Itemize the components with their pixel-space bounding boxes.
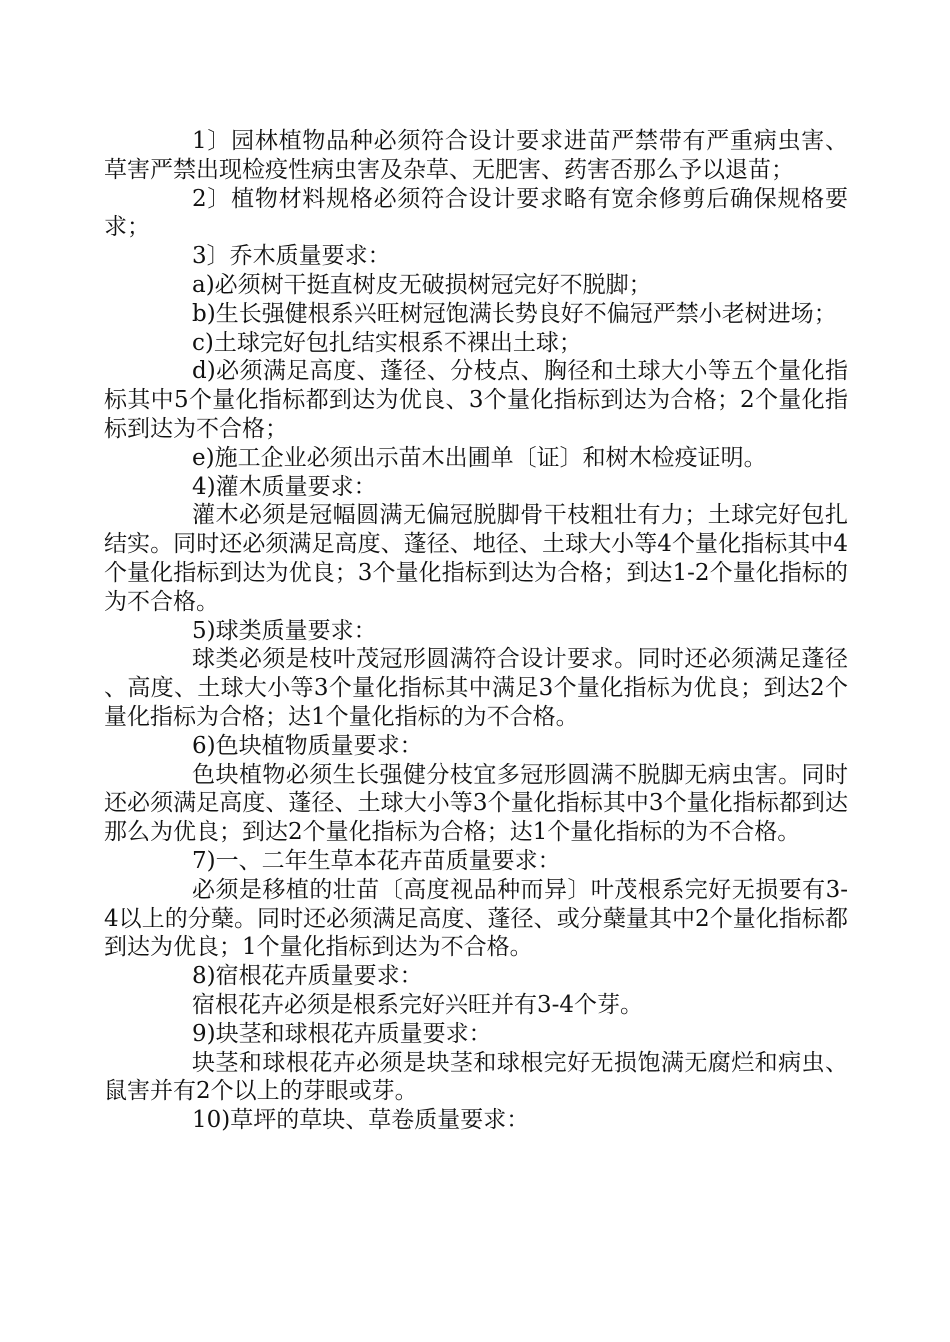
document-body xyxy=(104,127,848,1135)
paragraph-1: 1〕园林植物品种必须符合设计要求进苗严禁带有严重病虫害、草害严禁出现检疫性病虫害及杂草、无肥害、药害否那么予以退苗； xyxy=(104,128,848,183)
paragraph-21: 10)草坪的草块、草卷质量要求： xyxy=(192,1107,530,1134)
paragraph-16: 必须是移植的壮苗〔高度视品种而异〕叶茂根系完好无损要有3-4以上的分蘖。同时还必须满足高度、蓬径、或分蘖量其中2个量化指标都到达为优良；1个量化指标到达为不合格。 xyxy=(104,876,848,961)
paragraph-6: c)土球完好包扎结实根系不裸出土球； xyxy=(192,329,582,356)
paragraph-12: 球类必须是枝叶茂冠形圆满符合设计要求。同时还必须满足蓬径、高度、土球大小等3个量化指标其中满足3个量化指标为优良；到达2个量化指标为合格；达1个量化指标的为不合格。 xyxy=(104,646,848,730)
paragraph-9: 4)灌木质量要求： xyxy=(192,473,377,500)
paragraph-2: 2〕植物材料规格必须符合设计要求略有宽余修剪后确保规格要求； xyxy=(104,185,848,241)
paragraph-7: d)必须满足高度、蓬径、分枝点、胸径和土球大小等五个量化指标其中5个量化指标都到达为优良、3个量化指标到达为合格；2个量化指标到达为不合格； xyxy=(104,358,848,442)
paragraph-3: 3〕乔木质量要求： xyxy=(192,243,391,270)
paragraph-5: b)生长强健根系兴旺树冠饱满长势良好不偏冠严禁小老树进场； xyxy=(192,300,837,327)
paragraph-19: 9)块茎和球根花卉质量要求： xyxy=(192,1020,492,1047)
paragraph-10: 灌木必须是冠幅圆满无偏冠脱脚骨干枝粗壮有力；土球完好包扎结实。同时还必须满足高度、蓬径、地径、土球大小等4个量化指标其中4个量化指标到达为优良；3个量化指标到达为合格；到达1-2个量化指标的为不合格。 xyxy=(104,502,848,615)
paragraph-14: 色块植物必须生长强健分枝宜多冠形圆满不脱脚无病虫害。同时还必须满足高度、蓬径、土球大小等3个量化指标其中3个量化指标都到达那么为优良；到达2个量化指标为合格；达1个量化指标的为不合格。 xyxy=(104,761,848,846)
paragraph-13: 6)色块植物质量要求： xyxy=(192,732,423,759)
paragraph-17: 8)宿根花卉质量要求： xyxy=(192,963,423,990)
paragraph-11: 5)球类质量要求： xyxy=(192,617,377,644)
paragraph-20: 块茎和球根花卉必须是块茎和球根完好无损饱满无腐烂和病虫、鼠害并有2个以上的芽眼或芽。 xyxy=(104,1049,848,1105)
paragraph-4: a)必须树干挺直树皮无破损树冠完好不脱脚； xyxy=(192,271,652,298)
paragraph-15: 7)一、二年生草本花卉苗质量要求： xyxy=(192,847,561,874)
paragraph-8: e)施工企业必须出示苗木出圃单〔证〕和树木检疫证明。 xyxy=(192,444,767,471)
paragraph-18: 宿根花卉必须是根系完好兴旺并有3-4个芽。 xyxy=(192,991,644,1018)
